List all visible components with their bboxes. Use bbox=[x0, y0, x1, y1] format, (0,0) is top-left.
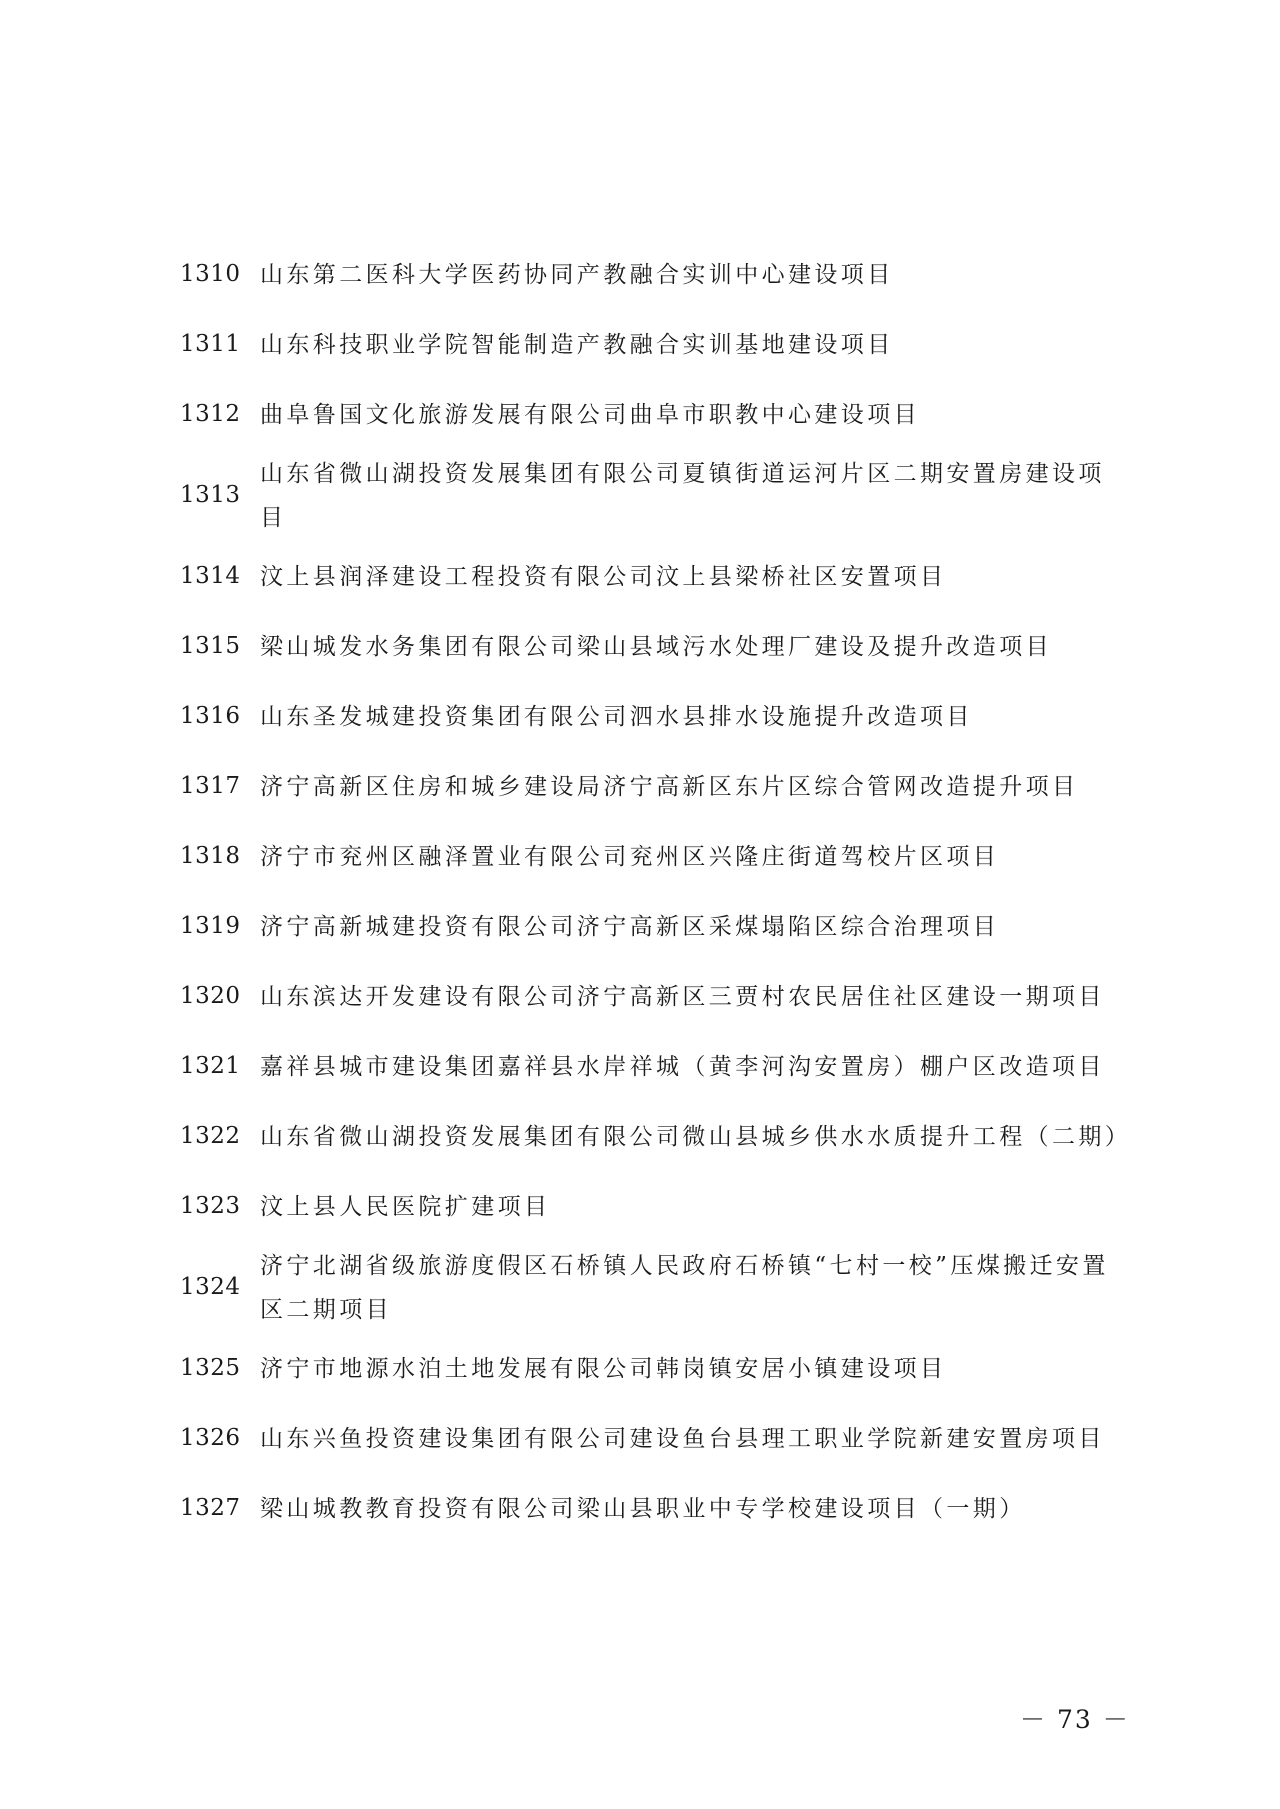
item-title: 济宁高新城建投资有限公司济宁高新区采煤塌陷区综合治理项目 bbox=[260, 914, 1000, 940]
item-title: 山东科技职业学院智能制造产教融合实训基地建设项目 bbox=[260, 332, 894, 358]
list-item bbox=[180, 380, 1120, 450]
item-number: 1326 bbox=[180, 1425, 241, 1452]
item-title: 山东省微山湖投资发展集团有限公司微山县城乡供水水质提升工程（二期） bbox=[260, 1124, 1132, 1150]
item-title: 梁山城教教育投资有限公司梁山县职业中专学校建设项目（一期） bbox=[260, 1496, 1026, 1522]
item-title: 嘉祥县城市建设集团嘉祥县水岸祥城（黄李河沟安置房）棚户区改造项目 bbox=[260, 1054, 1105, 1080]
list-item bbox=[180, 1334, 1120, 1404]
item-number: 1317 bbox=[180, 773, 241, 800]
list-item bbox=[180, 1474, 1120, 1544]
item-title: 山东兴鱼投资建设集团有限公司建设鱼台县理工职业学院新建安置房项目 bbox=[260, 1426, 1105, 1452]
list-item bbox=[180, 1102, 1132, 1172]
item-title: 汶上县人民医院扩建项目 bbox=[260, 1194, 551, 1220]
item-title: 济宁北湖省级旅游度假区石桥镇人民政府石桥镇“七村一校”压煤搬迁安置区二期项目 bbox=[260, 1253, 1109, 1323]
project-list bbox=[180, 240, 1132, 1544]
list-item bbox=[180, 892, 1120, 962]
list-item bbox=[180, 752, 1120, 822]
item-number: 1313 bbox=[180, 482, 241, 509]
list-item bbox=[180, 1242, 1120, 1334]
list-item bbox=[180, 962, 1120, 1032]
list-item bbox=[180, 450, 1120, 542]
list-item bbox=[180, 1032, 1120, 1102]
list-item bbox=[180, 310, 1120, 380]
page-number: － 73 － bbox=[1020, 1705, 1130, 1734]
item-number: 1322 bbox=[180, 1123, 241, 1150]
item-number: 1327 bbox=[180, 1495, 241, 1522]
item-title: 山东省微山湖投资发展集团有限公司夏镇街道运河片区二期安置房建设项目 bbox=[260, 461, 1105, 531]
item-number: 1319 bbox=[180, 913, 241, 940]
item-number: 1320 bbox=[180, 983, 241, 1010]
item-number: 1314 bbox=[180, 563, 241, 590]
list-item bbox=[180, 1172, 1120, 1242]
list-item bbox=[180, 542, 1120, 612]
item-number: 1321 bbox=[180, 1053, 241, 1080]
item-number: 1316 bbox=[180, 703, 241, 730]
item-number: 1311 bbox=[180, 331, 241, 358]
item-title: 山东圣发城建投资集团有限公司泗水县排水设施提升改造项目 bbox=[260, 704, 973, 730]
item-title: 山东滨达开发建设有限公司济宁高新区三贾村农民居住社区建设一期项目 bbox=[260, 984, 1105, 1010]
item-title: 济宁市地源水泊土地发展有限公司韩岗镇安居小镇建设项目 bbox=[260, 1356, 947, 1382]
item-number: 1310 bbox=[180, 261, 241, 288]
list-item bbox=[180, 682, 1120, 752]
item-title: 汶上县润泽建设工程投资有限公司汶上县梁桥社区安置项目 bbox=[260, 564, 947, 590]
list-item bbox=[180, 240, 1120, 310]
list-item bbox=[180, 612, 1120, 682]
item-number: 1325 bbox=[180, 1355, 241, 1382]
item-number: 1315 bbox=[180, 633, 241, 660]
item-title: 山东第二医科大学医药协同产教融合实训中心建设项目 bbox=[260, 262, 894, 288]
item-number: 1323 bbox=[180, 1193, 241, 1220]
item-number: 1312 bbox=[180, 401, 241, 428]
item-title: 济宁高新区住房和城乡建设局济宁高新区东片区综合管网改造提升项目 bbox=[260, 774, 1079, 800]
item-number: 1324 bbox=[180, 1274, 241, 1301]
item-title: 济宁市兖州区融泽置业有限公司兖州区兴隆庄街道驾校片区项目 bbox=[260, 844, 1000, 870]
list-item bbox=[180, 822, 1120, 892]
item-title: 曲阜鲁国文化旅游发展有限公司曲阜市职教中心建设项目 bbox=[260, 402, 920, 428]
item-number: 1318 bbox=[180, 843, 241, 870]
list-item bbox=[180, 1404, 1120, 1474]
item-title: 梁山城发水务集团有限公司梁山县域污水处理厂建设及提升改造项目 bbox=[260, 634, 1052, 660]
